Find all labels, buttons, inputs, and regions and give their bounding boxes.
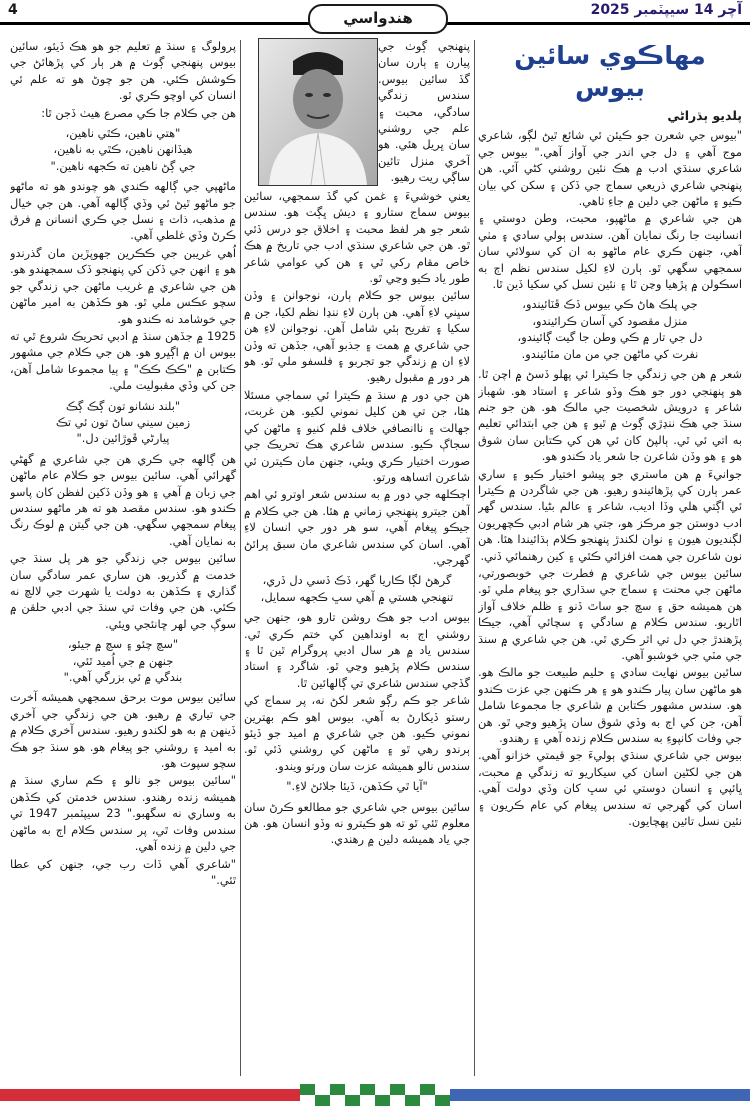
paragraph: 1925 ۾ جڏهن سنڌ ۾ ادبي تحريڪ شروع ٿي ته بيوس ان ۾ اڳڀرو هو. هن جي ڪلام جي مشهور ڪتابن ۾ "ڪڪ ڪڪ" ۽ ٻيا مجموعا شامل آهن، جن کي وڏي مقبوليت ملي. [10, 328, 236, 393]
masthead-logo: هندواسي [308, 4, 448, 34]
paragraph: "شاعري آهي ڏات رب جي، جنهن کي عطا ٿئي." [10, 856, 236, 887]
checker-column [345, 1084, 360, 1106]
checker-column [375, 1084, 390, 1106]
checker-column [405, 1084, 420, 1106]
paragraph: شعر ۾ هن جي زندگي جا ڪيترا ئي پهلو ڏسڻ ۾ اچن ٿا. هو پنهنجي دور جو هڪ وڏو شاعر ۽ استاد هو. شهباز شاعر ۽ درويش شخصيت جي مالڪ هو. هن جو جنم سنڌ جي هڪ ننڍڙي ڳوٺ ۾ ٿيو ۽ هن جي ابتدائي تعليم به اتي ئي ٿي. ٻالپڻ کان ئي هن کي ڪتابن سان شوق هو ۽ هو وڏن شاعرن جا شعر ياد ڪندو هو. [478, 367, 742, 464]
checker-cell [390, 1084, 405, 1095]
page-footer [0, 1083, 750, 1109]
poem-stanza [10, 125, 236, 174]
checker-column [420, 1084, 435, 1106]
paragraph: هن جي ڪلام جا ڪي مصرع هيٺ ڏجن ٿا: [41, 105, 236, 120]
paragraph: سائين بيوس جو ڪلام ٻارن، نوجوانن ۽ وڏن سڀني لاءِ آهي. هن ٻارن لاءِ ننڍا نظم لکيا، جن ۾ سکيا ۽ تفريح ٻئي شامل آهن. نوجوانن لاءِ هن جي شاعري ۾ همت ۽ جذبو آهي، جڏهن ته وڏن لاءِ ان ۾ زندگي جو تجربو ۽ فلسفو ملي ٿو. هو هر دور ۾ مقبول رهيو. [244, 288, 470, 385]
poem-line: جي پلڪ هاڻ ڪي بيوس ڏڪ ڦٽائيندو، [522, 297, 698, 312]
paragraph: "سائين بيوس جو نالو ۽ ڪم ساري سنڌ ۾ هميشه زنده رهندو. سندس خدمتن کي ڪڏهن به وساري نه سگهبو." 23 سيپٽمبر 1947 تي سندس وفات ٿي، پر سندس ڪلام اڄ به ماڻهن جي دلين ۾ زنده آهي. [10, 773, 236, 854]
paragraph: سائين بيوس جي شاعري ۾ فطرت جي خوبصورتي، ماڻهن جي محنت ۽ سماج جي سڌاري جو پيغام ملي ٿو. هن هميشه حق ۽ سچ جو ساٿ ڏنو ۽ ظلم خلاف آواز اٿاريو. سندس ڪلام ۾ سادگي ۽ سچائي آهي، جيڪا پڙهندڙ جي دل تي اثر ڪري ٿي. هن جي شاعري ۾ سنڌ جي مٽي جي خوشبو آهي. [478, 565, 742, 662]
column-divider [240, 40, 241, 1076]
issue-date: آچر 14 سيپٽمبر 2025 [590, 2, 742, 18]
footer-bar-red [0, 1089, 300, 1101]
checker-cell [345, 1095, 360, 1106]
paragraph: ماڻهپي جي ڳالهه ڪندي هو چوندو هو ته ماڻهو جو ماڻهو ٿيڻ ئي وڏي ڳالهه آهي. هن جي خيال ۾ مذهب، ذات ۽ نسل جي ڪري انسانن ۾ فرق ڪرڻ وڏي غلطي آهي. [10, 179, 236, 243]
paragraph: بيوس جي شاعري سنڌي ٻوليءَ جو قيمتي خزانو آهي. هن جي لکڻين اسان کي سيکاريو ته زندگي ۾ محبت، ڀائپي ۽ انسان دوستي ئي سڀ کان وڏي دولت آهي. اسان کي گهرجي ته سندس پيغام کي عام ڪريون ۽ نئين نسل تائين پهچايون. [478, 748, 742, 829]
column-middle [244, 38, 470, 1080]
checker-cell [390, 1095, 405, 1106]
checker-cell [315, 1095, 330, 1106]
paragraph: سائين بيوس جي زندگي جو هر پل سنڌ جي خدمت ۾ گذريو. هن ساري عمر سادگي سان گذاري ۽ ڪڏهن به دولت يا شهرت جي لالچ نه ڪئي. هن جي وفات تي سنڌ جي ادبي حلقن ۾ سوڳ جي لهر ڇانئجي ويئي. [10, 551, 236, 631]
poem-line: جي ڳڻ ناهين ته ڪجهه ناهين." [50, 158, 196, 173]
paragraph: "بيوس جي شعرن جو ڪيئن ئي شائع ٿيڻ لڳو، شاعري موج آهي ۽ دل جي اندر جي آواز آهي." بيوس جي شاعري سنڌي ادب ۾ هڪ نئين روشني کڻي آئي. هن پنهنجي شاعري ذريعي سماج جي ڏکن ۽ سکن کي بيان ڪيو ۽ ماڻهن جي دلين ۾ جاءِ ٺاهي. [478, 128, 742, 209]
poem-stanza [478, 296, 742, 362]
checker-cell [330, 1084, 345, 1095]
paragraph: شاعر جو ڪم رڳو شعر لکڻ نه، پر سماج کي رستو ڏيکارڻ به آهي. بيوس اهو ڪم بهترين نموني ڪيو. هن جي شاعري ۾ اميد جو ڏيئو ٻرندو رهي ٿو ۽ ماڻهن کي روشني ڏئي ٿو. سندس نالو هميشه عزت سان ورتو ويندو. [244, 693, 470, 773]
checker-column [330, 1084, 345, 1106]
poem-line: زمين سيني ساڻ تون ئي تڪ [55, 414, 191, 429]
footer-bar-blue [450, 1089, 750, 1101]
checker-column [300, 1084, 315, 1106]
checker-cell [420, 1084, 435, 1095]
poem-line: پيارڻي ڦوڙائين دل." [76, 431, 170, 446]
checker-column [390, 1084, 405, 1106]
checker-cell [405, 1084, 420, 1095]
paragraph: اُهي غريبن جي ڪڪرين جهوپڙين مان گذرندو هو ۽ انهن جي ڏکن کي پنهنجو ڏک سمجهندو هو. هن جي شاعري ۾ غريب ماڻهن جي زندگي جو سچو عڪس ملي ٿو. هو ڪڏهن به امير ماڻهن جي خوشامد نه ڪندو هو. [10, 245, 236, 326]
page-header [0, 0, 750, 36]
poem-line: بندگي ۾ ئي بزرگي آهي." [63, 670, 183, 685]
checker-cell [330, 1095, 345, 1106]
checker-column [360, 1084, 375, 1106]
poem-line: نفرت کي ماڻهن جي من مان مٽائيندو. [521, 346, 699, 361]
checker-cell [420, 1095, 435, 1106]
poem-line: تنهنجي هستي ۾ آهي سڀ ڪجهه سمايل، [260, 589, 454, 604]
poem-line: هيڏانهن ناهين، ڪٿي به ناهين، [53, 142, 193, 157]
paragraph: سائين بيوس موت برحق سمجهي هميشه آخرت جي تياري ۾ رهيو. هن جي زندگي جي آخري ڏينهن ۾ به هو لکندو رهيو. سندس آخري ڪلام ۾ به اميد ۽ روشني جو پيغام هو. هو سنڌ جو هڪ سچو سپوت هو. [10, 690, 236, 771]
poem-line: "بلند نشانو تون ڳڪ ڳڪ [65, 398, 181, 413]
poem-line: گرهڻ لڳا ڪاريا گهر، ڏڪ ڏسي دل ڏري، [262, 573, 452, 588]
column-right [478, 38, 742, 1080]
checker-cell [300, 1095, 315, 1106]
column-left [10, 38, 236, 1080]
poem-stanza [10, 636, 236, 685]
quote: "آيا ٿي ڪڏهن، ڏيئا جلائڻ لاءِ." [286, 779, 428, 794]
paragraph: هن جي شاعري ۾ ماڻهپو، محبت، وطن دوستي ۽ انسانيت جا رنگ نمايان آهن. سندس ٻولي سادي ۽ مٺي آهي، جنهن ڪري عام ماڻهو به ان کي سولائي سان سمجهي سگهي ٿو. ٻارن لاءِ لکيل سندس نظم اڄ به اسڪولن ۾ پڙهيا وڃن ٿا ۽ نئين نسل کي سکيا ڏين ٿا. [478, 211, 742, 292]
paragraph: بيوس ادب جو هڪ روشن تارو هو، جنهن جي روشني اڄ به اونداهين کي ختم ڪري ٿي. سندس ياد ۾ هر سال ادبي پروگرام ٿين ٿا ۽ سندس ڪلام پڙهيو وڃي ٿو. شاگرد ۽ استاد گڏجي سندس شاعري تي ڳالهائين ٿا. [244, 610, 470, 690]
checker-cell [375, 1084, 390, 1095]
poem-line: "سچ چئو ۽ سچ ۾ جيئو، [67, 637, 179, 652]
article-byline: پلديو ٻڌراڻي [667, 108, 742, 123]
checker-cell [360, 1095, 375, 1106]
paragraph: يعني خوشيءَ ۽ غمن کي گڏ سمجهي، سائين بيوس سماج ستارو ۽ ديش ڀڳت هو. سندس شعر جو هر لفظ محبت ۽ اخلاق جو درس ڏئي ٿو. هن جي شاعري سنڌي ادب جي تاريخ ۾ هڪ خاص مقام رکي ٿي ۽ هن کي عوامي شاعر طور ياد ڪيو وڃي ٿو. [244, 189, 470, 286]
checker-cell [375, 1095, 390, 1106]
poem-line: منزل مقصود کي آسان ڪرائيندو، [532, 313, 688, 328]
checker-cell [435, 1095, 450, 1106]
checker-cell [360, 1084, 375, 1095]
paragraph: سائين بيوس نهايت سادي ۽ حليم طبيعت جو مالڪ هو. هو ماڻهن سان پيار ڪندو هو ۽ هر ڪنهن جي عزت ڪندو هو. سندس مشهور ڪتابن ۾ شاعري جا مجموعا شامل آهن، جن کي اڄ به وڏي شوق سان پڙهيو وڃي ٿو. هن جي وفات کانپوءِ به سندس ڪلام زنده آهي ۽ رهندو. [478, 665, 742, 746]
poem-line: دل جي تار ۾ ڪي وطن جا گيت ڳائيندو، [517, 330, 703, 345]
checker-cell [435, 1084, 450, 1095]
poem-stanza [10, 398, 236, 447]
checker-cell [345, 1084, 360, 1095]
photo-spacer [244, 38, 470, 188]
footer-checker-pattern [300, 1084, 450, 1106]
checker-column [315, 1084, 330, 1106]
poem-stanza [244, 572, 470, 605]
checker-cell [405, 1095, 420, 1106]
poem-line: "هتي ناهين، ڪٿي ناهين، [65, 126, 181, 141]
paragraph: هن جي دور ۾ سنڌ ۾ ڪيترا ئي سماجي مسئلا هئا، جن تي هن کليل نموني لکيو. هن غربت، جهالت ۽ ناانصافي خلاف قلم کنيو ۽ ماڻهن کي سجاڳ ڪيو. سندس شاعري هڪ تحريڪ جي صورت اختيار ڪري ويئي، جنهن مان ڪيترن ئي شاعرن اتساهه ورتو. [244, 387, 470, 484]
paragraph: هن ڳالهه جي ڪري هن جي شاعري ۾ گهڻي گهرائي آهي. سائين بيوس جو ڪلام عام ماڻهن جي زبان ۾ آهي ۽ هو وڏن ڏکين لفظن کان پاسو ڪندو هو. سندس مقصد هو ته هر ماڻهو سندس پيغام سمجهي سگهي. هن جي گيتن ۾ لوڪ رنگ به نمايان آهي. [10, 451, 236, 548]
paragraph: اڄڪلهه جي دور ۾ به سندس شعر اوترو ئي اهم آهن جيترو پنهنجي زماني ۾ هئا. هن جي ڪلام ۾ جيڪو پيغام آهي، سو هر دور جي انسان لاءِ آهي. اسان کي سندس شاعري مان سبق پرائڻ گهرجي. [244, 487, 470, 567]
checker-cell [315, 1084, 330, 1095]
photo-caption: پنهنجي ڳوٺ جي پيارن ۽ ٻارن سان گڏ سائين بيوس. سندس زندگي سادگي، محبت ۽ علم جي روشني سان ڀريل هئي. هو آخري منزل تائين ساڳي ريت رهيو. [378, 39, 470, 185]
page-number: 4 [8, 2, 18, 18]
article-title: مهاڪوي سائين بيوس [514, 41, 706, 102]
column-divider [474, 40, 475, 1076]
checker-column [435, 1084, 450, 1106]
paragraph: جوانيءَ ۾ هن ماستري جو پيشو اختيار ڪيو ۽ ساري عمر ٻارن کي پڙهائيندو رهيو. هن جي شاگردن ۾ ڪيترا ئي اڳتي هلي وڏا اديب، شاعر ۽ عالم بڻيا. سندس گهر ادب دوستن جو مرڪز هو، جتي هر شام ادبي ڪچهريون لڳنديون هيون ۽ نوان لکندڙ پنهنجو ڪلام ٻڌائيندا هئا. هن نون شاعرن جي همت افزائي ڪئي ۽ کين رهنمائي ڏني. [478, 466, 742, 563]
paragraph: سائين بيوس جي شاعري جو مطالعو ڪرڻ سان معلوم ٿئي ٿو ته هو ڪيترو نه وڏو انسان هو. هن جي ياد هميشه دلين ۾ رهندي. [244, 799, 470, 847]
paragraph: پرولوگ ۽ سنڌ ۾ تعليم جو هو هڪ ڏيئو، سائين بيوس پنهنجي ڳوٺ ۾ هر ٻار کي پڙهائڻ جي ڪوشش ڪئي. هن جو چوڻ هو ته علم ئي انسان کي اوچو ڪري ٿو. [10, 39, 236, 103]
checker-cell [300, 1084, 315, 1095]
poem-line: جنهن ۾ جي اُميد ٿئي، [72, 653, 174, 668]
